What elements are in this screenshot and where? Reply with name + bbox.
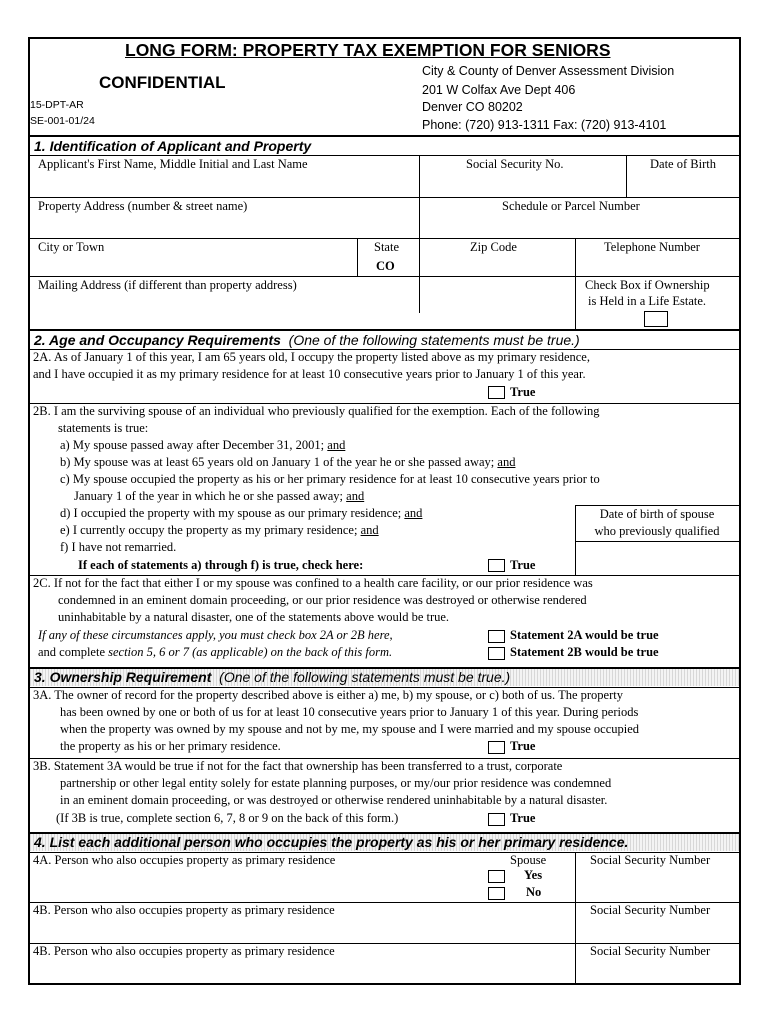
form-revision: SE-001-01/24 [30,115,95,127]
statement-2c-line3: uninhabitable by a natural disaster, one of the statements above would be true. [58,610,450,624]
statement-2b-b: b) My spouse was at least 65 years old on January 1 of the year he or she passed away; and [60,455,516,469]
agency-address-line2: Denver CO 80202 [422,100,523,114]
spouse-label: Spouse [510,853,547,867]
person-4c-ssn-label: Social Security Number [590,944,711,958]
mailing-address-label: Mailing Address (if different than property address) [38,278,297,292]
person-4b-label: 4B. Person who also occupies property as primary residence [33,903,335,917]
statement-2a-checkbox[interactable] [488,386,505,399]
statement-3a-line1: 3A. The owner of record for the property described above is either a) me, b) my spouse, or c) both of us. The property [33,688,623,702]
spouse-yes-checkbox[interactable] [488,870,505,883]
statement-2c-line2: condemned in an eminent domain proceeding, or our prior residence was destroyed or otherwise rendered [58,593,587,607]
statement-3b-line2: partnership or other legal entity solely for estate planning purposes, or my/our prior residence was condemned [60,776,612,790]
agency-name: City & County of Denver Assessment Division [422,64,675,78]
life-estate-label-line1: Check Box if Ownership [585,278,710,292]
statement-2b-f: f) I have not remarried. [60,540,177,554]
statement-3b-line3: in an eminent domain proceeding, or was destroyed or otherwise rendered uninhabitable by a natural disaster. [60,793,608,807]
life-estate-label-line2: is Held in a Life Estate. [588,294,707,308]
statement-3b-line1: 3B. Statement 3A would be true if not for the fact that ownership has been transferred to a trust, corporate [33,759,563,773]
section-2-heading: 2. Age and Occupancy Requirements (One of the following statements must be true.) [34,332,580,348]
date-of-birth-label: Date of Birth [650,157,716,171]
statement-2c-note-line1: If any of these circumstances apply, you must check box 2A or 2B here, [38,628,393,642]
statement-2b-line2: statements is true: [58,421,149,435]
statement-2b-a: a) My spouse passed away after December 31, 2001; and [60,438,346,452]
statement-2c-line1: 2C. If not for the fact that either I or my spouse was confined to a health care facility, or our prior residence was [33,576,593,590]
statement-2a-would-be-true-checkbox[interactable] [488,630,505,643]
statement-2a-line2: and I have occupied it as my primary residence for at least 10 consecutive years prior to January 1 of this year. [33,367,586,381]
statement-2b-check-instruction: If each of statements a) through f) is true, check here: [78,558,364,572]
statement-3a-line2: has been owned by one or both of us for at least 10 consecutive years prior to January 1 of this year. During periods [60,705,639,719]
spouse-dob-label-line1: Date of birth of spouse [599,507,715,521]
agency-address-line1: 201 W Colfax Ave Dept 406 [422,83,576,97]
statement-3b-line4: (If 3B is true, complete section 6, 7, 8 or 9 on the back of this form.) [56,811,399,825]
statement-2b-checkbox[interactable] [488,559,505,572]
statement-2a-would-be-true-label: Statement 2A would be true [510,628,659,642]
spouse-no-checkbox[interactable] [488,887,505,900]
telephone-label: Telephone Number [604,240,700,254]
statement-2b-c-line1: c) My spouse occupied the property as his or her primary residence for at least 10 consecutive years prior to [60,472,600,486]
section-4-heading: 4. List each additional person who occupies the property as his or her primary residence. [30,834,739,851]
state-label: State [374,240,399,254]
statement-2a-true-label: True [510,385,536,399]
schedule-number-label: Schedule or Parcel Number [502,199,640,213]
property-address-label: Property Address (number & street name) [38,199,248,213]
statement-3b-checkbox[interactable] [488,813,505,826]
ssn-label: Social Security No. [466,157,564,171]
person-4a-label: 4A. Person who also occupies property as primary residence [33,853,336,867]
statement-2b-would-be-true-checkbox[interactable] [488,647,505,660]
spouse-dob-label-line2: who previously qualified [594,524,720,538]
zip-code-label: Zip Code [470,240,517,254]
statement-3a-line4: the property as his or her primary residence. [60,739,281,753]
statement-2b-would-be-true-label: Statement 2B would be true [510,645,659,659]
statement-2c-note-line2: and complete section 5, 6 or 7 (as applicable) on the back of this form. [38,645,393,659]
statement-2b-true-label: True [510,558,536,572]
agency-phone-fax: Phone: (720) 913-1311 Fax: (720) 913-4101 [422,118,667,132]
person-4b-ssn-label: Social Security Number [590,903,711,917]
state-value: CO [376,259,395,273]
applicant-name-label: Applicant's First Name, Middle Initial and Last Name [38,157,308,171]
confidential-label: CONFIDENTIAL [99,73,226,92]
life-estate-checkbox[interactable] [644,311,668,327]
section-3-heading: 3. Ownership Requirement (One of the following statements must be true.) [30,669,739,686]
person-4a-ssn-label: Social Security Number [590,853,711,867]
form-page [28,37,741,985]
person-4c-label: 4B. Person who also occupies property as primary residence [33,944,335,958]
section-1-heading: 1. Identification of Applicant and Property [34,138,312,154]
form-title: LONG FORM: PROPERTY TAX EXEMPTION FOR SENIORS [125,40,611,60]
statement-3a-true-label: True [510,739,536,753]
statement-2b-e: e) I currently occupy the property as my primary residence; and [60,523,379,537]
statement-3a-checkbox[interactable] [488,741,505,754]
statement-2a-line1: 2A. As of January 1 of this year, I am 65 years old, I occupy the property listed above as my primary residence, [33,350,590,364]
statement-3b-true-label: True [510,811,536,825]
city-label: City or Town [38,240,105,254]
statement-2b-line1: 2B. I am the surviving spouse of an individual who previously qualified for the exemption. Each of the following [33,404,600,418]
spouse-no-label: No [526,885,542,899]
spouse-yes-label: Yes [524,868,543,882]
statement-2b-d: d) I occupied the property with my spouse as our primary residence; and [60,506,423,520]
form-number: 15-DPT-AR [30,99,84,111]
statement-2b-c-line2: January 1 of the year in which he or she passed away; and [74,489,365,503]
statement-3a-line3: when the property was owned by my spouse and not by me, my spouse and I were married and my spouse occupied [60,722,640,736]
